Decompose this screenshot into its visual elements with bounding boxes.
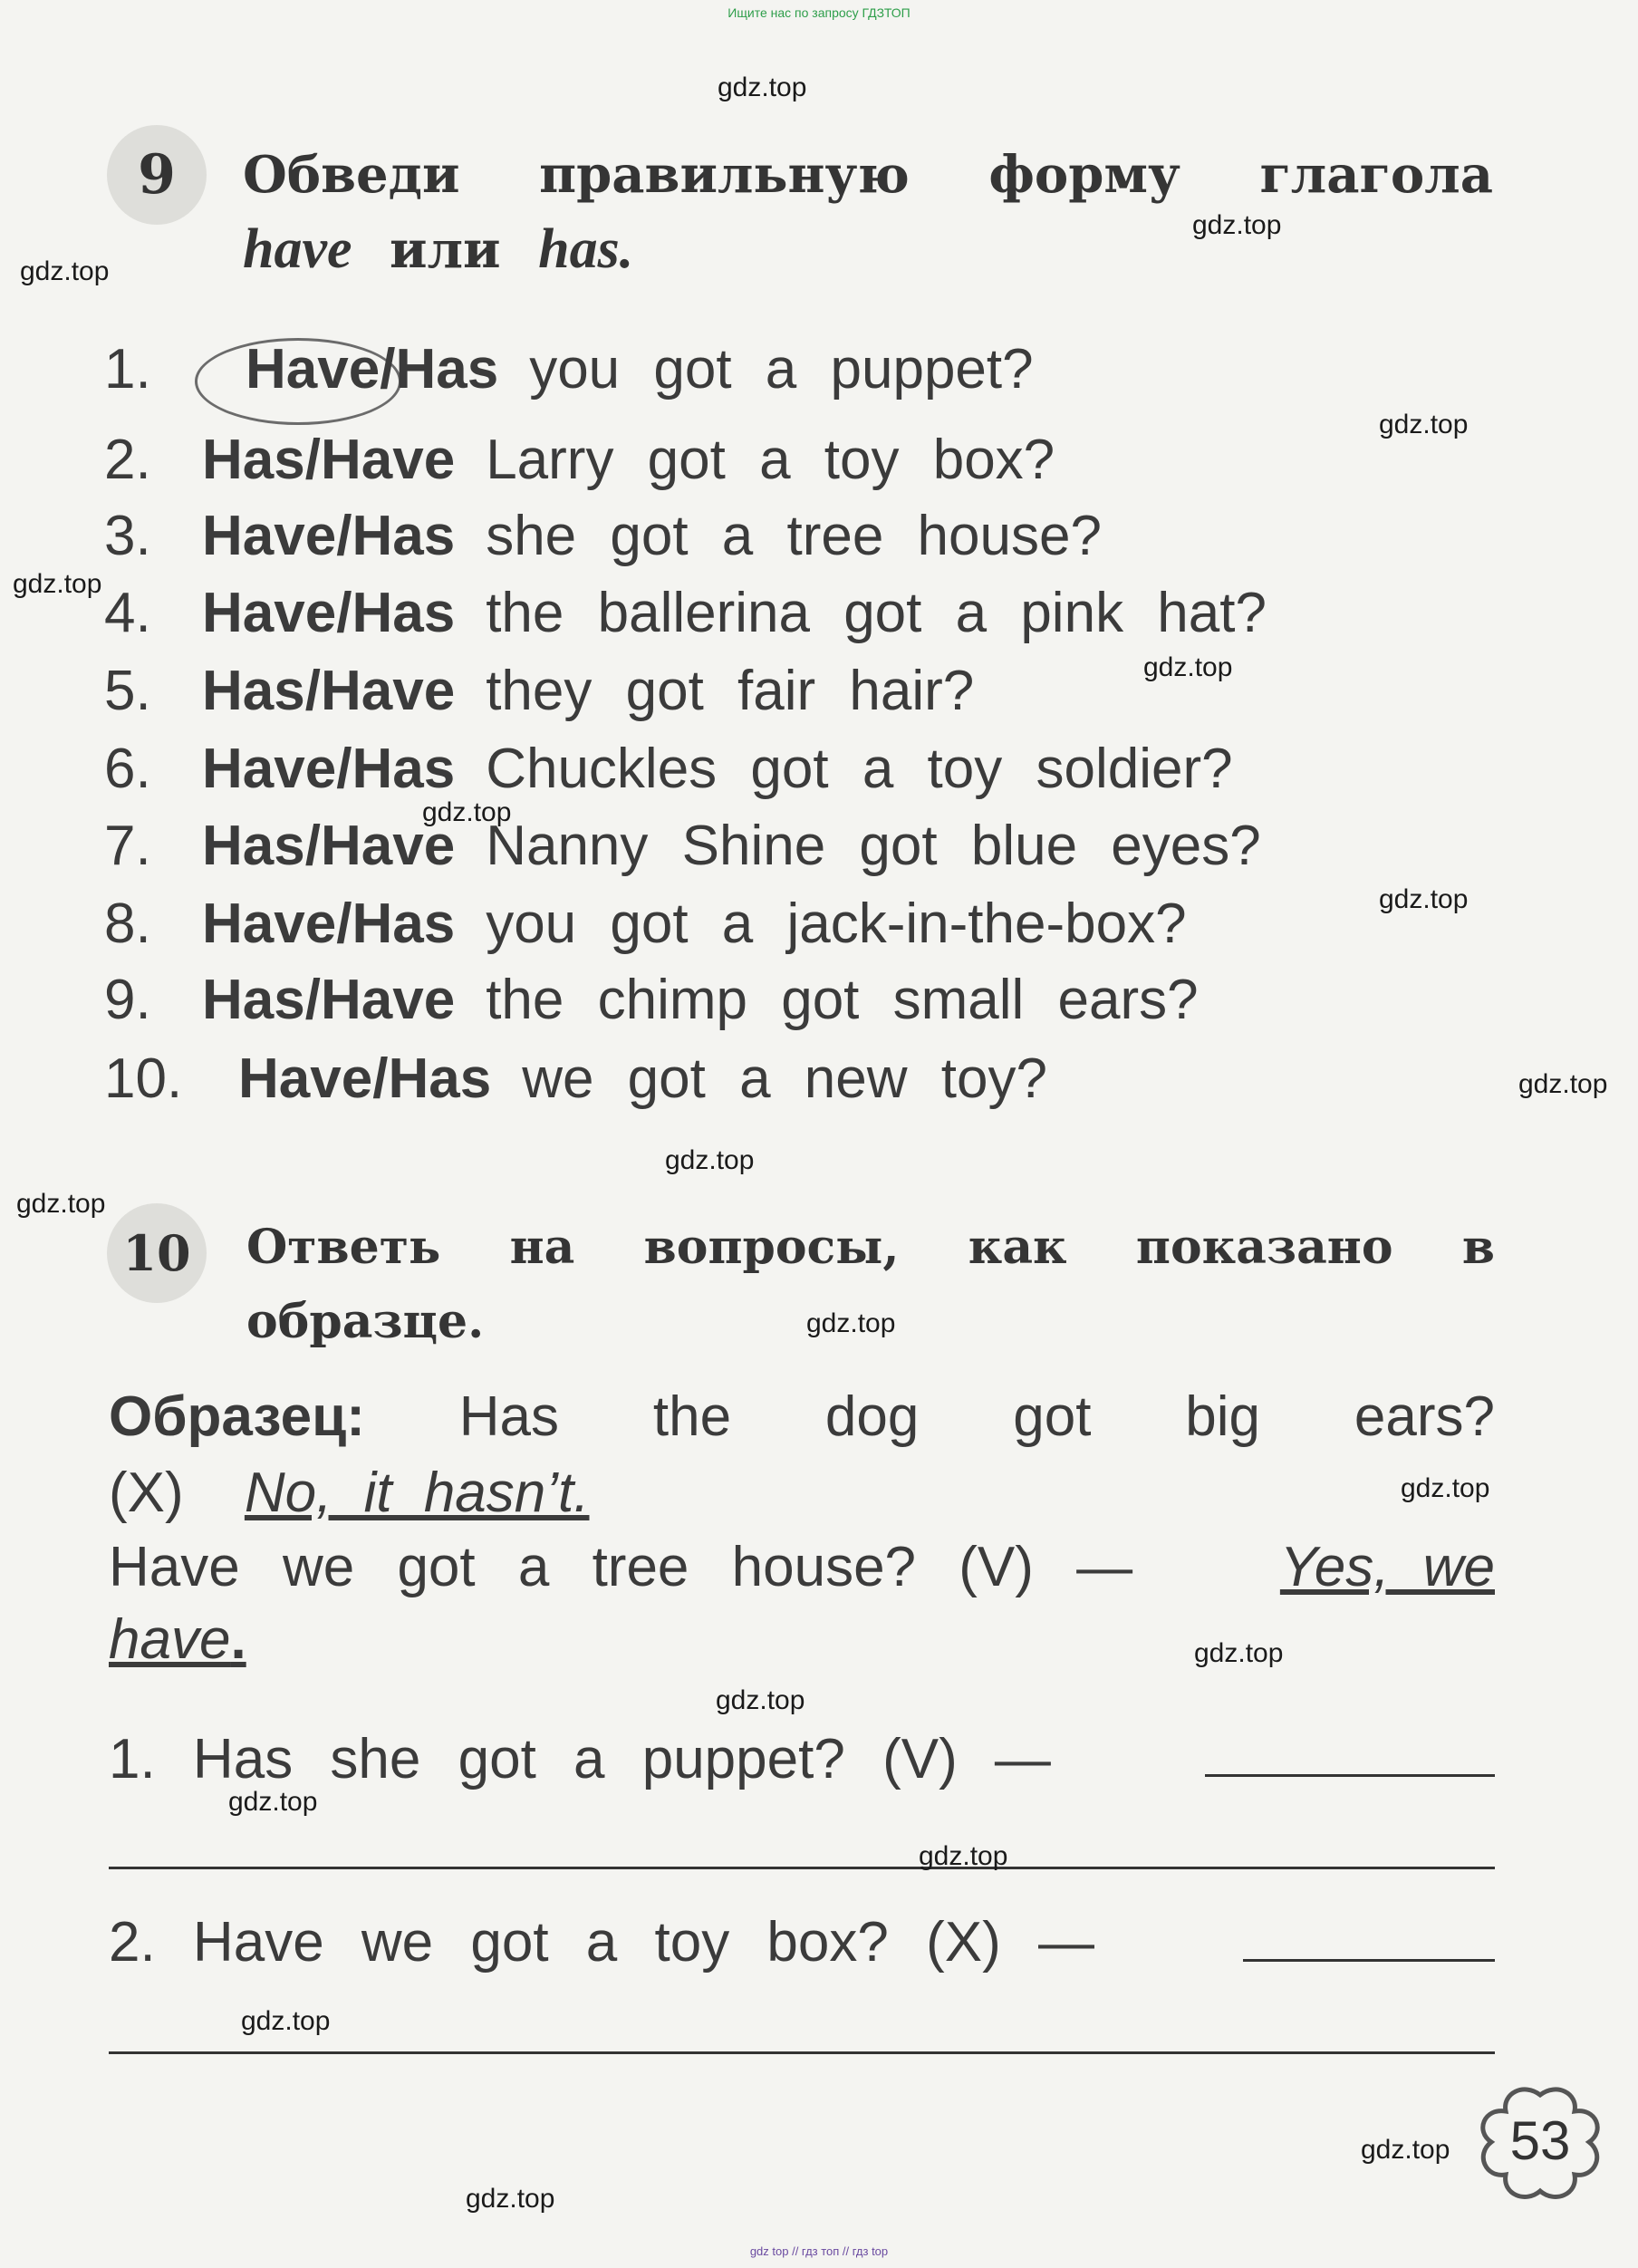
watermark: gdz.top bbox=[466, 2184, 555, 2214]
answer-line bbox=[109, 1867, 1495, 1869]
item-options: Has/Have bbox=[202, 969, 456, 1031]
sample-word: dog bbox=[824, 1385, 920, 1448]
item-options: Have/Has bbox=[202, 582, 456, 644]
item-question: they got fair hair? bbox=[486, 660, 975, 722]
watermark: gdz.top bbox=[422, 797, 512, 827]
item-number: 5. bbox=[104, 660, 151, 722]
top-search-note: Ищите нас по запросу ГДЗТОП bbox=[727, 5, 911, 20]
item-question: you got a jack-in-the-box? bbox=[486, 893, 1187, 955]
sample-word: got bbox=[1013, 1385, 1092, 1448]
item-question: Chuckles got a toy soldier? bbox=[486, 738, 1233, 800]
watermark: gdz.top bbox=[1143, 652, 1233, 682]
item-number: 6. bbox=[104, 738, 151, 800]
watermark: gdz.top bbox=[1379, 884, 1469, 914]
sample-answer-line bbox=[109, 1461, 590, 1525]
sample-word: ears? bbox=[1354, 1385, 1495, 1448]
item-question: the ballerina got a pink hat? bbox=[486, 582, 1267, 644]
exercise-9-item bbox=[104, 737, 1233, 813]
exercise-9-item bbox=[104, 814, 1261, 890]
item-options: Has/Have bbox=[202, 815, 456, 877]
item-options: Have/Has bbox=[246, 338, 499, 401]
exercise-9-item bbox=[104, 428, 1055, 504]
sample2-answer-a: Yes, we bbox=[1279, 1536, 1495, 1598]
item-number: 9. bbox=[104, 969, 151, 1031]
watermark: gdz.top bbox=[1401, 1473, 1490, 1503]
exercise-9-badge bbox=[107, 125, 207, 225]
sample-label: Образец: bbox=[109, 1385, 365, 1448]
sample2-answer-b: have bbox=[109, 1608, 231, 1671]
item-question: Nanny Shine got blue eyes? bbox=[486, 815, 1261, 877]
exercise-9-item bbox=[104, 337, 1034, 413]
title-word: на bbox=[509, 1220, 575, 1275]
item-options: Have/Has bbox=[202, 738, 456, 800]
exercise-9-number: 9 bbox=[138, 143, 176, 207]
exercise-9-item bbox=[104, 892, 1187, 968]
exercise-10-title-line2: образце. bbox=[246, 1294, 485, 1349]
item-question: we got a new toy? bbox=[522, 1047, 1047, 1110]
item-number: 1. bbox=[104, 338, 151, 401]
watermark: gdz.top bbox=[16, 1189, 106, 1219]
sample2-line-end bbox=[109, 1607, 246, 1672]
watermark: gdz.top bbox=[919, 1841, 1008, 1871]
item-options: Has/Have bbox=[202, 660, 456, 722]
watermark: gdz.top bbox=[1192, 210, 1282, 240]
question-2: 2. Have we got a toy box? (X) — bbox=[109, 1911, 1094, 1974]
title-word: показано bbox=[1135, 1220, 1393, 1275]
sample-line bbox=[109, 1385, 1495, 1449]
title-word: форму bbox=[988, 145, 1180, 205]
answer-line bbox=[1205, 1774, 1495, 1777]
bottom-note: gdz top // гдз топ // гдз top bbox=[749, 2244, 889, 2258]
watermark: gdz.top bbox=[228, 1787, 318, 1817]
watermark: gdz.top bbox=[806, 1308, 896, 1338]
exercise-9-item bbox=[104, 504, 1102, 580]
title-word: в bbox=[1461, 1220, 1495, 1275]
title-word: Ответь bbox=[246, 1220, 441, 1275]
item-question: Larry got a toy box? bbox=[486, 429, 1055, 491]
title-word: как bbox=[968, 1220, 1067, 1275]
answer-line bbox=[1243, 1959, 1495, 1962]
item-number: 8. bbox=[104, 893, 151, 955]
sample-word: Has bbox=[458, 1385, 559, 1448]
exercise-9-title-line2 bbox=[243, 217, 633, 282]
item-question: the chimp got small ears? bbox=[486, 969, 1199, 1031]
watermark: gdz.top bbox=[20, 256, 110, 286]
title-word: Обведи bbox=[243, 145, 460, 205]
item-number: 3. bbox=[104, 505, 151, 567]
answer-line bbox=[109, 2051, 1495, 2054]
watermark: gdz.top bbox=[665, 1145, 755, 1175]
sample-word: the bbox=[652, 1385, 732, 1448]
item-options: Have/Has bbox=[238, 1047, 492, 1110]
exercise-9-item bbox=[104, 581, 1267, 657]
watermark: gdz.top bbox=[1194, 1638, 1284, 1668]
title-has: has. bbox=[538, 218, 634, 280]
sample-answer: No, it hasn’t. bbox=[244, 1462, 590, 1524]
title-word: глагола bbox=[1259, 145, 1493, 205]
sample-mark: (X) bbox=[109, 1462, 184, 1524]
sample2-dot: . bbox=[230, 1608, 246, 1671]
item-options: Have/Has bbox=[202, 505, 456, 567]
item-options: Have/Has bbox=[202, 893, 456, 955]
exercise-10-number: 10 bbox=[122, 1224, 191, 1282]
watermark: gdz.top bbox=[241, 2006, 331, 2036]
item-number: 7. bbox=[104, 815, 151, 877]
watermark: gdz.top bbox=[13, 569, 102, 599]
item-number: 4. bbox=[104, 582, 151, 644]
title-or: или bbox=[390, 220, 501, 280]
exercise-9-title-line1 bbox=[243, 145, 1493, 205]
sample2-line bbox=[109, 1535, 1495, 1599]
exercise-9-item bbox=[104, 1047, 1047, 1123]
item-number: 10. bbox=[104, 1047, 183, 1110]
watermark: gdz.top bbox=[716, 1685, 805, 1715]
exercise-10-badge bbox=[107, 1203, 207, 1303]
item-number: 2. bbox=[104, 429, 151, 491]
question-1: 1. Has she got a puppet? (V) — bbox=[109, 1728, 1051, 1790]
exercise-10-title-line1 bbox=[246, 1220, 1495, 1275]
page-number: 53 bbox=[1509, 2110, 1571, 2171]
exercise-9-item bbox=[104, 659, 974, 735]
title-word: правильную bbox=[539, 145, 910, 205]
sample2-question: Have we got a tree house? (V) — bbox=[109, 1536, 1133, 1598]
item-options: Has/Have bbox=[202, 429, 456, 491]
watermark: gdz.top bbox=[1518, 1069, 1608, 1099]
sample-word: big bbox=[1185, 1385, 1261, 1448]
item-question: she got a tree house? bbox=[486, 505, 1102, 567]
watermark: gdz.top bbox=[1379, 410, 1469, 439]
title-have: have bbox=[243, 218, 352, 280]
watermark: gdz.top bbox=[1361, 2135, 1450, 2165]
watermark: gdz.top bbox=[718, 72, 807, 102]
item-question: you got a puppet? bbox=[529, 338, 1034, 401]
title-word: вопросы, bbox=[643, 1220, 900, 1275]
exercise-9-item bbox=[104, 968, 1199, 1044]
